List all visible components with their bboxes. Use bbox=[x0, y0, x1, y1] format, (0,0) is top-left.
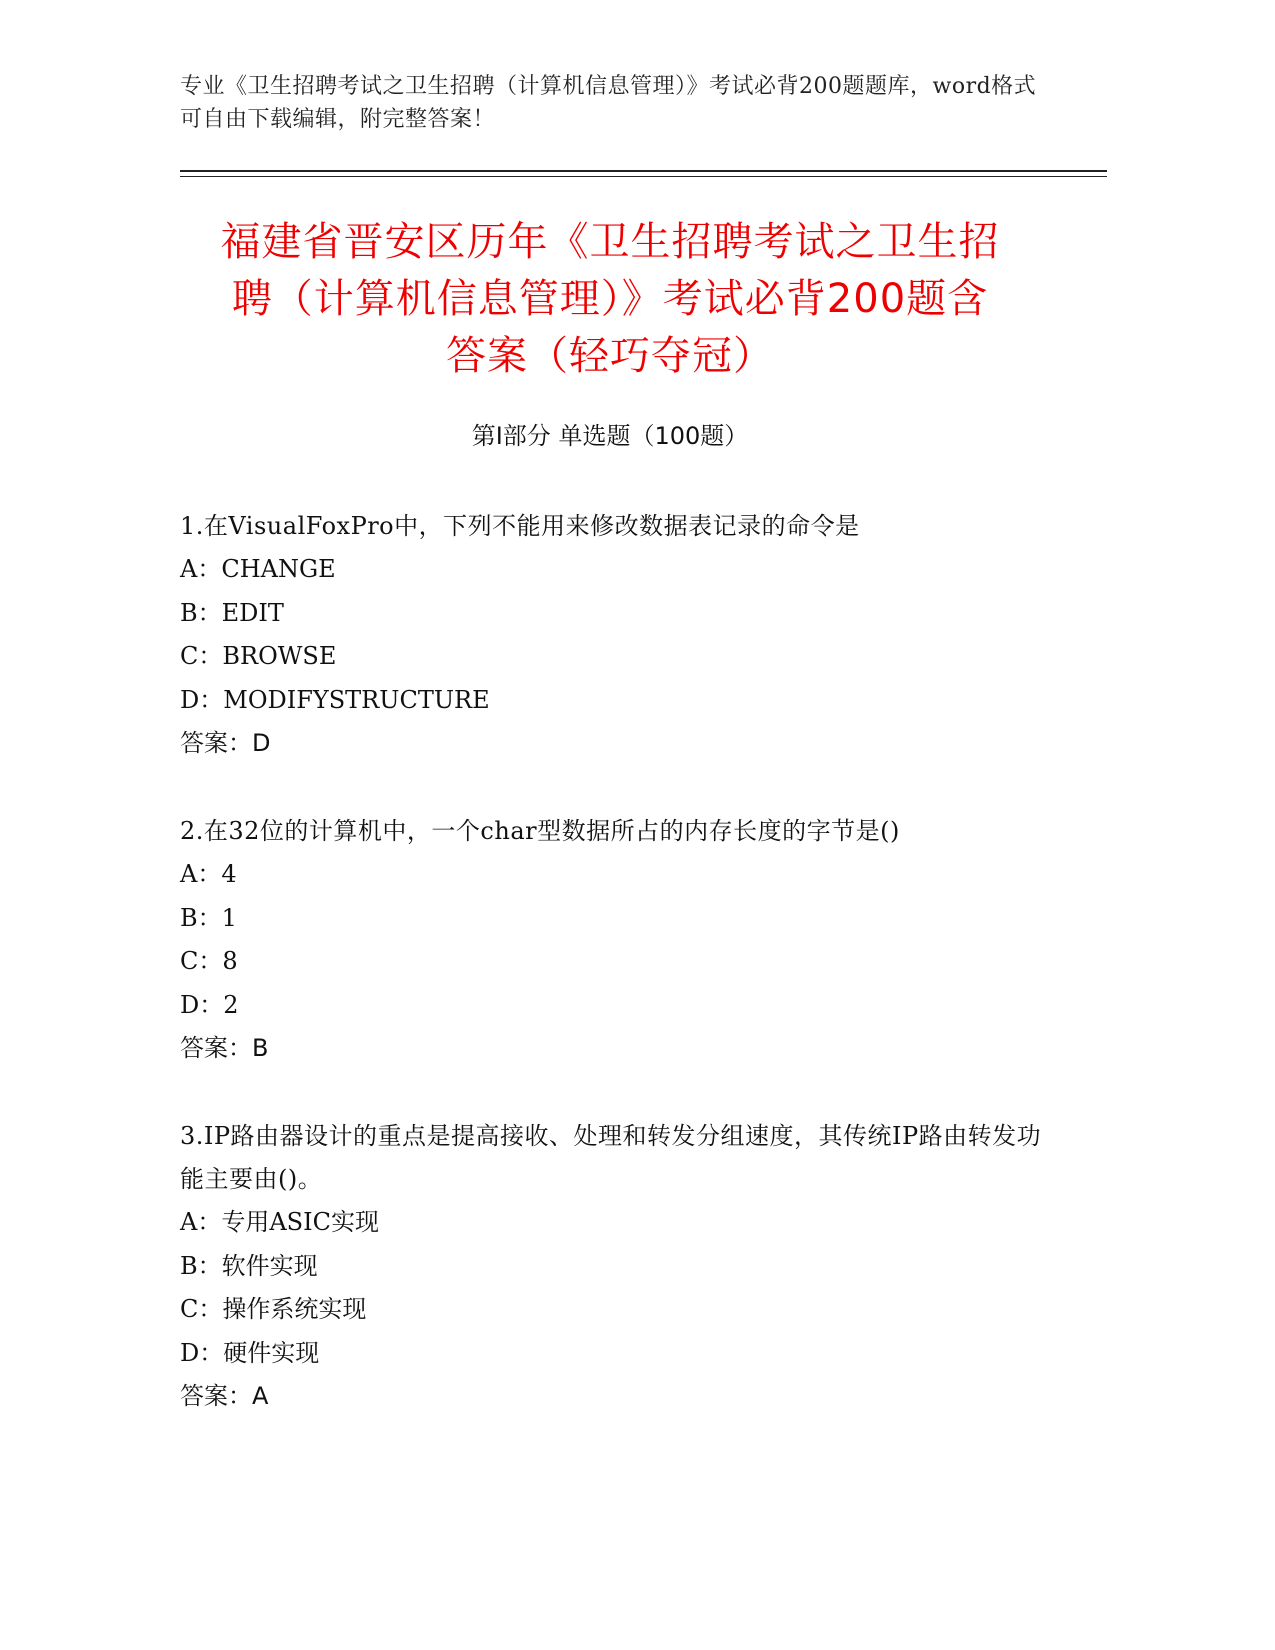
question-3 bbox=[180, 1115, 1050, 1418]
option-b: B：1 bbox=[180, 903, 237, 932]
title-line-1: 福建省晋安区历年《卫生招聘考试之卫生招 bbox=[220, 219, 1000, 265]
header-divider-thin bbox=[180, 176, 1107, 177]
question-stem: 3.IP路由器设计的重点是提高接收、处理和转发分组速度，其传统IP路由转发功能主要由()。 bbox=[180, 1122, 1042, 1193]
question-stem: 1.在VisualFoxPro中，下列不能用来修改数据表记录的命令是 bbox=[180, 512, 860, 540]
option-b: B：软件实现 bbox=[180, 1251, 318, 1280]
document-title bbox=[180, 214, 1040, 385]
option-a: A：4 bbox=[180, 860, 237, 888]
option-a: A：专用ASIC实现 bbox=[180, 1208, 379, 1236]
answer-line: 答案：A bbox=[180, 1382, 269, 1410]
option-b: B：EDIT bbox=[180, 598, 284, 627]
section-heading: 第I部分 单选题（100题） bbox=[471, 422, 749, 450]
option-d: D：MODIFYSTRUCTURE bbox=[180, 685, 490, 714]
question-1 bbox=[180, 505, 1050, 765]
option-d: D：硬件实现 bbox=[180, 1338, 320, 1367]
option-a: A：CHANGE bbox=[180, 555, 336, 583]
option-c: C：操作系统实现 bbox=[180, 1295, 367, 1323]
answer-line: 答案：D bbox=[180, 729, 271, 757]
option-c: C：BROWSE bbox=[180, 642, 337, 670]
option-d: D：2 bbox=[180, 990, 239, 1019]
header-divider-thick bbox=[180, 170, 1107, 172]
title-line-3: 答案（轻巧夺冠） bbox=[446, 333, 774, 379]
title-line-2: 聘（计算机信息管理）》考试必背200题含 bbox=[231, 276, 989, 322]
document-header-note: 专业《卫生招聘考试之卫生招聘（计算机信息管理）》考试必背200题题库，word格式可自由下载编辑，附完整答案！ bbox=[180, 74, 1037, 132]
question-2 bbox=[180, 810, 1050, 1070]
option-c: C：8 bbox=[180, 947, 238, 975]
answer-line: 答案：B bbox=[180, 1034, 269, 1062]
question-stem: 2.在32位的计算机中，一个char型数据所占的内存长度的字节是() bbox=[180, 817, 900, 845]
